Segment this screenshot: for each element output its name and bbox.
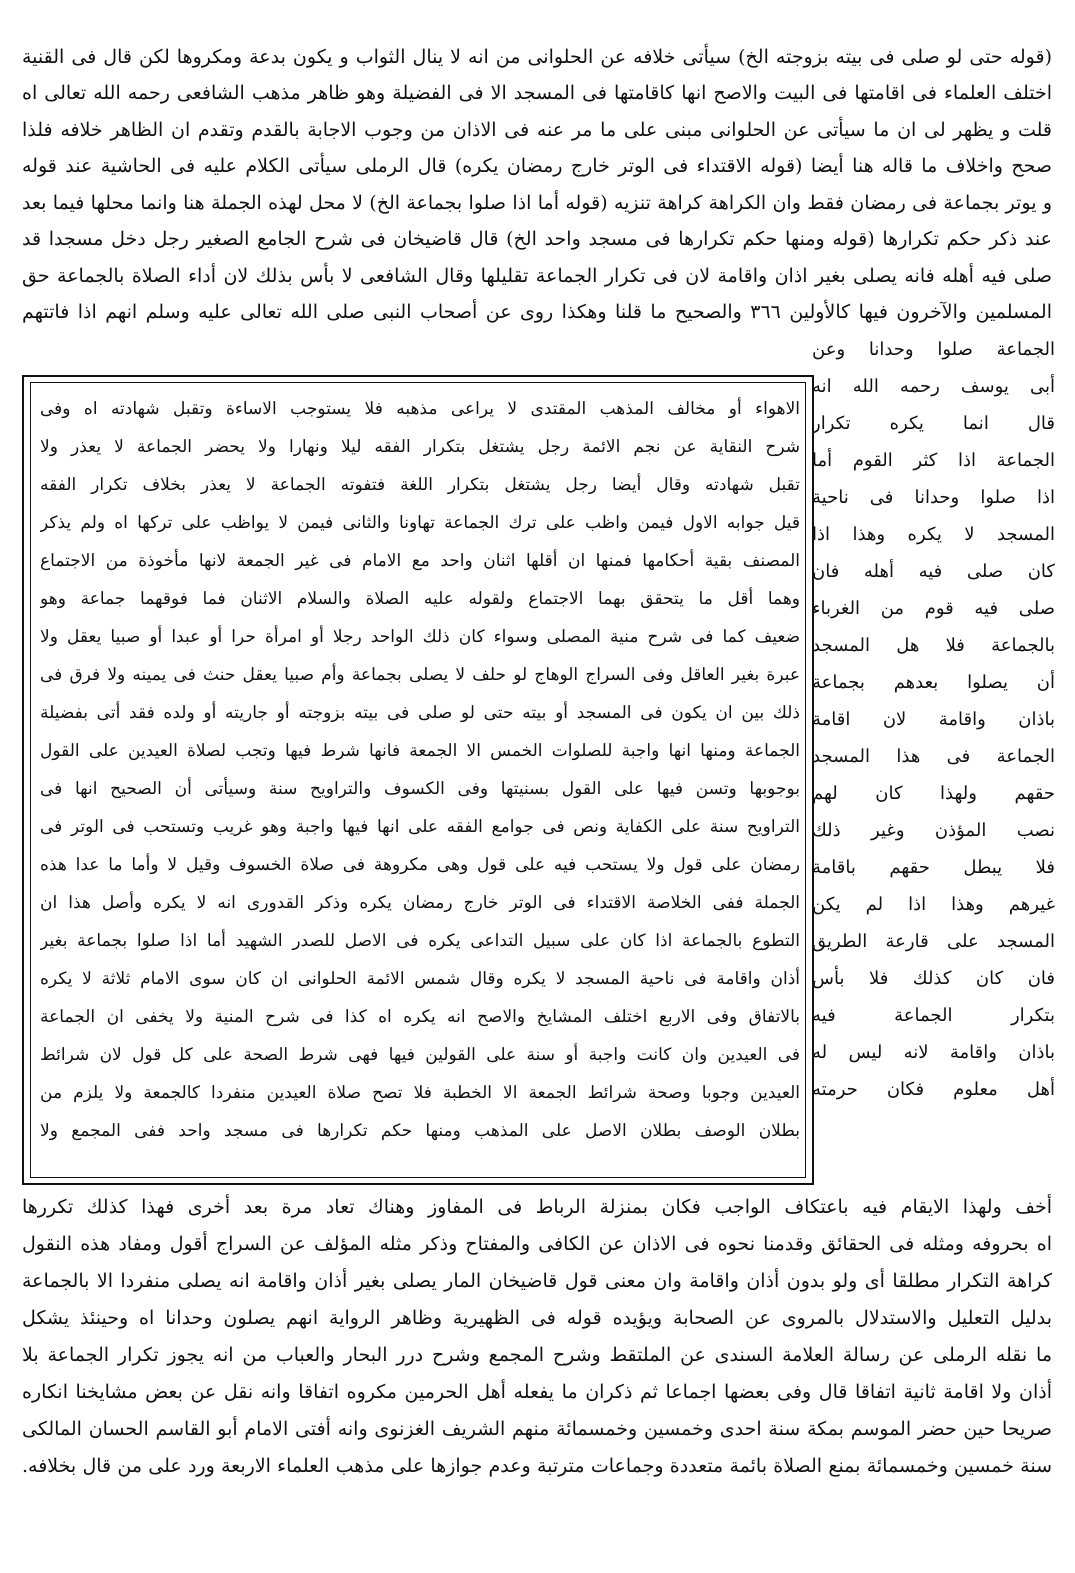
text-line: بالجماعة فلا هل المسجد (812, 635, 1055, 656)
text-line: بالاتفاق وفى الاربع اختلف المشايخ والاصح انه يكره اه كذا فى شرح المنية ولا يخفى ان الجماعة (40, 1007, 800, 1027)
text-line: صلى فيه أهله فانه يصلى بغير اذان واقامة لان فى تكرار الجماعة تقليلها وقال الشافعى لا بأس بذلك لان أداء الصلاة بالجماعة حق (22, 265, 1052, 287)
text-line: بتكرار الجماعة فيه (812, 1005, 1055, 1026)
text-line: سنة خمسين وخمسمائة بمنع الصلاة بائمة متعددة وجماعات مترتبة وعدم جوازها على مذهب العلماء الاربعة ورد على من قال بخلافه. (22, 1455, 1052, 1477)
text-line: نصب المؤذن وغير ذلك (812, 820, 1055, 841)
text-line: المسجد لا يكره وهذا اذا (812, 524, 1055, 545)
text-line: المسجد على قارعة الطريق (812, 931, 1055, 952)
text-line: رمضان على قول ولا يستحب فيه على قول وهى مكروهة فى صلاة الخسوف وقيل لا وأما ما عدا هذه (40, 855, 800, 875)
text-line: أهل معلوم فكان حرمته (812, 1079, 1055, 1100)
text-line: أخف ولهذا الايقام فيه باعتكاف الواجب فكان بمنزلة الرباط فى المفاوز وهناك تعاد مرة بعد أخرى فهذا كذلك تكررها (22, 1196, 1052, 1218)
text-line: فلا يبطل حقهم باقامة (812, 857, 1055, 878)
text-line: ضعيف كما فى شرح منية المصلى وسواء كان ذلك الواحد رجلا أو امرأة حرا أو عبدا أو صبيا يعقل ولا (40, 627, 800, 647)
text-line: عبرة بغير العاقل وفى السراج الوهاج لو حلف لا يصلى بجماعة وأم صبيا يعقل حنث فى يمينه ولا فرق فى (40, 665, 800, 685)
text-line: بوجوبها وتسن فيها على القول بسنيتها وفى الكسوف والتراويح سنة وسيأتى أن الصحيح انها فى (40, 779, 800, 799)
text-line: أذان ولا اقامة ثانية اتفاقا قال وفى بعضها اجماعا ثم ذكران ما يفعله أهل الحرمين مكروه اتفاقا وانه نقل عن بعض مشايخنا انكاره (22, 1381, 1052, 1403)
text-line: حقهم ولهذا كان لهم (812, 783, 1055, 804)
text-line: صحح واخلاف ما قاله هنا أيضا (قوله الاقتداء فى الوتر خارج رمضان يكره) قال الرملى سيأتى الكلام عليه فى الحاشية عند قوله (22, 155, 1052, 177)
text-line: باذان واقامة لانه ليس له (812, 1042, 1055, 1063)
text-line: التطوع بالجماعة اذا كان على سبيل التداعى يكره فى الاصل للصدر الشهيد أما اذا صلوا بجماعة بغير (40, 931, 800, 951)
text-line: غيرهم وهذا اذا لم يكن (812, 894, 1055, 915)
text-line: اختلف العلماء فى اقامتها فى البيت والاصح انها كاقامتها فى المسجد الا فى الفضيلة وهو ظاهر مذهب الشافعى رحمه الله تعالى اه (22, 82, 1052, 104)
text-line: الجماعة صلوا وحدانا وعن (812, 339, 1055, 360)
text-line: ما نقله الرملى عن رسالة العلامة السندى عن الملتقط وشرح المجمع وشرح درر البحار والعباب من انه يجوز تكرار الجماعة بلا (22, 1344, 1052, 1366)
text-line: فان كان كذلك فلا بأس (812, 968, 1055, 989)
text-line: أذان واقامة فى ناحية المسجد لا يكره وقال شمس الائمة الحلوانى ان كان سوى الامام ثلاثة لا يكره (40, 969, 800, 989)
text-line: قلت و يظهر لى ان ما سيأتى عن الحلوانى مبنى على ما مر عنه فى الاذان من وجوب الاجابة بالقدم وتقدم ان الظاهر خلافه فلذا (22, 119, 1052, 141)
text-line: قيل جوابه الاول فيمن واظب على ترك الجماعة تهاونا والثانى فيمن لا يواظب على تركها اه ولم يذكر (40, 513, 800, 533)
text-line: شرح النقاية عن نجم الائمة رجل يشتغل بتكرار الفقه ليلا ونهارا ولا يحضر الجماعة لا يعذر ولا (40, 437, 800, 457)
text-line: صلى فيه قوم من الغرباء (812, 598, 1055, 619)
text-line: صريحا حين حضر الموسم بمكة سنة احدى وخمسين وخمسمائة منهم الشريف الغزنوى وانه أفتى الامام أبو القاسم الحسان المالكى (22, 1418, 1052, 1440)
text-line: المصنف بقية أحكامها فمنها ان أقلها اثنان واحد مع الامام فى غير الجمعة لانها مأخوذة من الاجتماع (40, 551, 800, 571)
text-line: تقبل شهادته وقال أيضا رجل يشتغل بتكرار اللغة فتفوته الجماعة لا يعذر بخلاف تكرار الفقه (40, 475, 800, 495)
text-line: بطلان الوصف بطلان الاصل على المذهب ومنها حكم تكرارها فى مسجد واحد ففى المجمع ولا (40, 1121, 800, 1141)
text-line: عند ذكر حكم تكرارها (قوله ومنها حكم تكرارها فى مسجد واحد الخ) قال قاضيخان فى شرح الجامع الصغير رجل دخل مسجدا قد (22, 228, 1052, 250)
text-line: أن يصلوا بعدهم بجماعة (812, 672, 1055, 693)
text-line: اه بحروفه ومثله فى الحقائق وقدمنا نحوه فى الاذان عن الكافى والمفتاح وذكر مثله المؤلف عن السراج أقول ومفاد هذه النقول (22, 1233, 1052, 1255)
text-line: اذا صلوا وحدانا فى ناحية (812, 487, 1055, 508)
text-line: ذلك بين ان يكون فى المسجد أو بيته حتى لو صلى فى بيته بزوجته أو جاريته أو ولده فقد أتى بفضيلة (40, 703, 800, 723)
text-line: الجماعة اذا كثر القوم أما (812, 450, 1055, 471)
text-line: أبى يوسف رحمه الله انه (812, 376, 1055, 397)
text-line: (قوله حتى لو صلى فى بيته بزوجته الخ) سيأتى خلافه عن الحلوانى من انه لا ينال الثواب و يكون بدعة ومكروها لكن قال فى القنية (22, 46, 1052, 68)
text-line: المسلمين والآخرون فيها كالأولين ٣٦٦ والصحيح ما قلنا وهكذا روى عن أصحاب النبى صلى الله تعالى عليه وسلم انهم اذا فاتتهم (22, 301, 1052, 323)
text-line: الجماعة ومنها انها واجبة للصلوات الخمس الا الجمعة فانها شرط فيها وتجب لصلاة العيدين على القول (40, 741, 800, 761)
text-line: فى العيدين وان كانت واجبة أو سنة على القولين فيها فهى شرط الصحة على كل قول لان شرائط (40, 1045, 800, 1065)
text-line: وهما أقل ما يتحقق بهما الاجتماع ولقوله عليه الصلاة والسلام الاثنان فما فوقهما جماعة وهو (40, 589, 800, 609)
text-line: كان صلى فيه أهله فان (812, 561, 1055, 582)
text-line: بدليل التعليل والاستدلال بالمروى عن الصحابة ويؤيده قوله فى الظهيرية وظاهر الرواية انهم يصلون وحدانا اه وحينئذ يشكل (22, 1307, 1052, 1329)
text-line: العيدين وجوبا وصحة شرائط الجمعة الا الخطبة فلا تصح صلاة العيدين منفردا كالجمعة ولا يلزم من (40, 1083, 800, 1103)
text-line: الاهواء أو مخالف المذهب المقتدى لا يراعى مذهبه فلا يستوجب الاساءة وتقبل شهادته اه وفى (40, 399, 800, 419)
text-line: قال انما يكره تكرار (812, 413, 1055, 434)
text-line: الجماعة فى هذا المسجد (812, 746, 1055, 767)
text-line: باذان واقامة لان اقامة (812, 709, 1055, 730)
text-line: الجملة ففى الخلاصة الاقتداء فى الوتر خارج رمضان يكره وذكر القدورى انه لا يكره وأصل هذا ان (40, 893, 800, 913)
text-line: التراويح سنة على الكفاية ونص فى جوامع الفقه على انها فيها واجبة وهو غريب وتستحب فى الوتر فى (40, 817, 800, 837)
text-line: كراهة التكرار مطلقا أى ولو بدون أذان واقامة وان معنى قول قاضيخان المار يصلى بغير أذان واقامة انه يصلى منفردا الا بالجماعة (22, 1270, 1052, 1292)
text-line: و يوتر بجماعة فى رمضان فقط وان الكراهة كراهة تنزيه (قوله أما اذا صلوا بجماعة الخ) لا محل لهذه الجملة هنا وانما محلها فيما بعد (22, 192, 1052, 214)
